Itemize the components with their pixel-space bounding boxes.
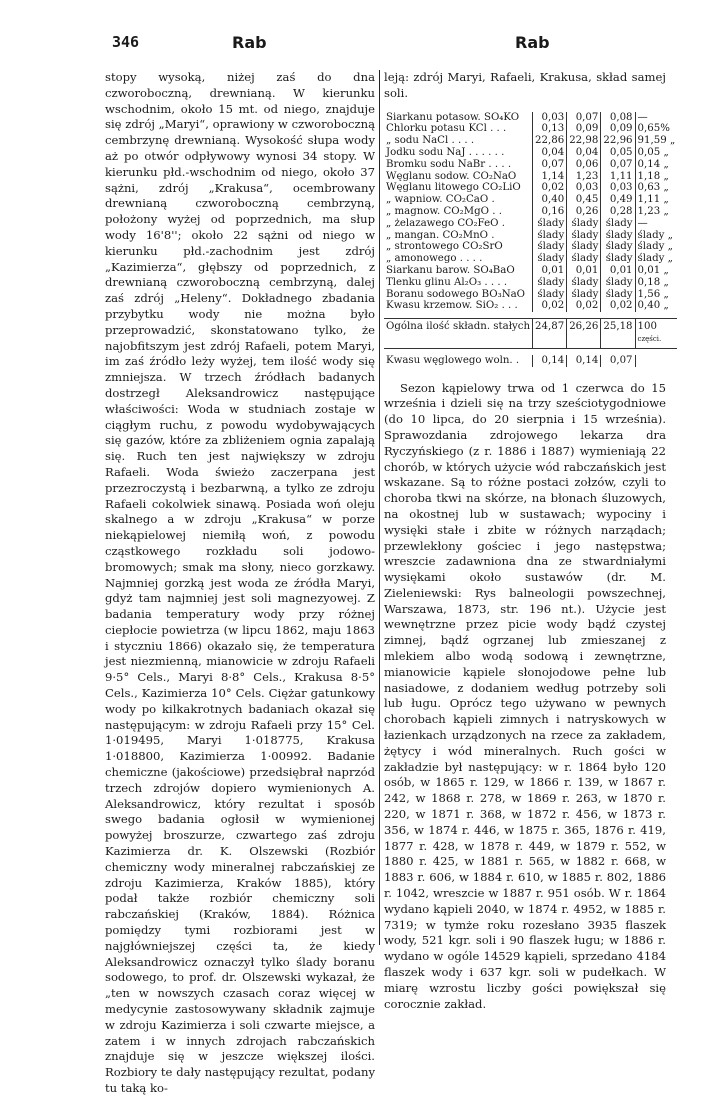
- table-row: [384, 206, 677, 218]
- table-cell-name: Węglanu sodow. CO₂NaO: [386, 170, 517, 182]
- table-cell-percent: 100 części.: [635, 319, 677, 349]
- table-cell-maryi: ślady: [533, 253, 567, 265]
- table-co2-row: [384, 355, 677, 367]
- table-row: [384, 253, 677, 265]
- table-cell-name: Węglanu litowego CO₂LiO: [386, 182, 521, 194]
- table-cell-maryi: ślady: [533, 230, 567, 242]
- table-cell-rafaeli: 0,04: [567, 147, 601, 159]
- table-cell-percent: 0,65%: [635, 123, 677, 135]
- table-cell-percent: 1,23 „: [635, 206, 677, 218]
- table-cell-rafaeli: 1,23: [567, 171, 601, 183]
- table-cell-rafaeli: 22,98: [567, 135, 601, 147]
- table-cell-percent: [635, 355, 677, 367]
- table-row: [384, 194, 677, 206]
- left-column: [105, 70, 375, 1097]
- table-cell-rafaeli: ślady: [567, 289, 601, 301]
- table-cell-rafaeli: 0,03: [567, 182, 601, 194]
- table-cell-krakusa: 0,01: [601, 265, 635, 277]
- table-cell-percent: 0,40 „: [635, 300, 677, 312]
- table-cell-name: „ mangan. CO₂MnO .: [386, 229, 495, 241]
- table-row: [384, 147, 677, 159]
- table-cell-krakusa: 0,28: [601, 206, 635, 218]
- table-cell-percent: 0,01 „: [635, 265, 677, 277]
- table-cell-name: Boranu sodowego BO₃NaO: [386, 288, 526, 300]
- table-cell-maryi: ślady: [533, 289, 567, 301]
- table-cell-krakusa: ślady: [601, 218, 635, 230]
- table-cell-name: Jodku sodu NaJ . . . . . .: [386, 146, 505, 158]
- table-cell-krakusa: 0,03: [601, 182, 635, 194]
- table-cell-rafaeli: 0,07: [567, 112, 601, 124]
- table-cell-rafaeli: ślady: [567, 230, 601, 242]
- table-cell-name: „ sodu NaCl . . . .: [386, 135, 475, 147]
- table-cell-name: „ wapniow. CO₂CaO .: [386, 194, 495, 206]
- table-cell-percent: —: [635, 218, 677, 230]
- table-cell-percent: 91,59 „: [635, 135, 677, 147]
- table-cell-percent: ślady „: [635, 253, 677, 265]
- table-cell-maryi: ślady: [533, 218, 567, 230]
- table-row: [384, 123, 677, 135]
- table-cell-maryi: 24,87: [533, 319, 567, 349]
- table-row: [384, 241, 677, 253]
- table-cell-maryi: 22,86: [533, 135, 567, 147]
- table-row: [384, 171, 677, 183]
- table-cell-name: Siarkanu potasow. SO₄KO: [386, 111, 520, 123]
- table-cell-name: Siarkanu barow. SO₄BaO: [386, 264, 515, 276]
- table-cell-maryi: ślady: [533, 241, 567, 253]
- table-cell-percent: 0,05 „: [635, 147, 677, 159]
- left-column-text: stopy wysoką, niżej zaś do dna czworoboczną, drewnianą. W kierunku wschodnim, około 15 mt. od niego, znajduje się zdrój „Maryi“, oprawiony w czworoboczną cembrzynę drewnianą. Wysokość słupa wody aż po otwór odpływowy wynosi 34 stopy. W kierunku płd.-wschodnim od niego, około 37 sążni, zdrój „Krakusa“, ocembrowany drewnianą czworoboczną cembrzyną, położony wyżej od poprzednich, ma słup wody 16'8''; około 22 sążni od niego w kierunku płd.-zachodnim jest zdrój „Kazimierza“, głębszy od poprzednich, z drewnianą czworoboczną cembrzyną, dalej zaś zdrój „Heleny“. Dokładnego zbadania przybytku wody nie można było przeprowadzić, skonstatowano tylko, że najobfitszym jest zdrój Rafaeli, potem Maryi, im zaś źródło leży wyżej, tem ilość wody się zmniejsza. W trzech źródłach badanych dostrzegł Aleksandrowicz następujące właściwości: Woda w studniach zostaje w ciągłym ruchu, z powodu wydobywających się gazów, które za zbliżeniem ognia zapalają się. Ruch ten jest największy w zdroju Rafaeli. Woda świeżo zaczerpana jest przezroczystą i bezbarwną, a tylko ze zdroju Rafaeli cokolwiek sinawą. Posiada woń oleju skalnego a w zdroju „Krakusa“ w porze niekąpielowej niemiłą woń, z powodu cząstkowego rozkładu soli jodowo-bromowych; smak ma słony, nieco gorzkawy. Najmniej gorzką jest woda ze źródła Maryi, gdyż tam najmniej jest soli magnezyowej. Z badania temperatury wody przy różnej ciepłocie powietrza (w lipcu 1862, maju 1863 i styczniu 1866) okazało się, że temperatura jest niezmienną, mianowicie w zdroju Rafaeli 9·5° Cels., Maryi 8·8° Cels., Krakusa 8·5° Cels., Kazimierza 10° Cels. Ciężar gatunkowy wody po kilkakrotnych badaniach okazał się następującym: w zdroju Rafaeli przy 15° Cel. 1·019495, Maryi 1·018775, Krakusa 1·018800, Kazimierza 1·00992. Badanie chemiczne (jakościowe) przedsiębrał naprzód trzech zdrojów dopiero wymienionych A. Aleksandrowicz, który rezultat i sposób swego badania ogłosił w wymienionej powyżej broszurze, czwartego zaś zdroju Kazimierza dr. K. Olszewski (Rozbiór chemiczny wody mineralnej rabczańskiej ze zdroju Kazimierza, Kraków 1885), który podał także rozbiór chemiczny soli rabczańskiej (Kraków, 1884). Różnica pomiędzy tymi rozbiorami jest w najgłówniejszej części ta, że kiedy Aleksandrowicz oznaczył tylko ślady boranu sodowego, to prof. dr. Olszewski wykazał, że „ten w nowszych czasach coraz więcej w medycynie zastosowywany składnik zajmuje w zdroju Kazimierza i soli czwarte miejsce, a zatem i w innych zdrojach rabczańskich znajduje się w jeszcze większej ilości. Rozbiory te dały następujący rezultat, podany tu taką ko-: [105, 70, 375, 1095]
- table-cell-rafaeli: ślady: [567, 241, 601, 253]
- table-cell-krakusa: 0,02: [601, 300, 635, 312]
- table-cell-maryi: 0,03: [533, 112, 567, 124]
- table-cell-maryi: 0,40: [533, 194, 567, 206]
- table-cell-percent: 1,18 „: [635, 171, 677, 183]
- table-intro: leją: zdrój Maryi, Rafaeli, Krakusa, skład samej soli.: [384, 70, 666, 100]
- table-row: [384, 135, 677, 147]
- table-cell-maryi: 0,01: [533, 265, 567, 277]
- table-cell-krakusa: 0,05: [601, 147, 635, 159]
- table-row: [384, 289, 677, 301]
- table-cell-krakusa: 1,11: [601, 171, 635, 183]
- table-cell-name: Ogólna ilość składn. stałych: [384, 319, 533, 349]
- table-cell-percent: —: [635, 112, 677, 124]
- table-cell-maryi: 1,14: [533, 171, 567, 183]
- right-column: [384, 70, 676, 1012]
- table-cell-percent: 1,56 „: [635, 289, 677, 301]
- table-cell-maryi: 0,04: [533, 147, 567, 159]
- table-cell-maryi: 0,02: [533, 300, 567, 312]
- table-cell-percent: 0,18 „: [635, 277, 677, 289]
- table-cell-name: „ amonowego . . . .: [386, 253, 483, 265]
- table-cell-krakusa: 0,08: [601, 112, 635, 124]
- page-number: 346: [112, 33, 140, 51]
- table-cell-rafaeli: ślady: [567, 218, 601, 230]
- table-cell-rafaeli: 0,14: [567, 355, 601, 367]
- table-cell-name: Kwasu krzemow. SiO₂ . . .: [386, 300, 518, 312]
- table-cell-krakusa: ślady: [601, 253, 635, 265]
- table-cell-krakusa: ślady: [601, 277, 635, 289]
- table-row: [384, 218, 677, 230]
- season-paragraph: Sezon kąpielowy trwa od 1 czerwca do 15 września i dzieli się na trzy sześciotygodniowe (do 10 lipca, do 20 sierpnia i 15 września). Sprawozdania zdrojowego lekarza dra Ryczyńskiego (z r. 1886 i 1887) wymieniają 22 chorób, w których użycie wód rabczańskich jest wskazane. Są to różne postaci zołzów, czyli to choroba tkwi na skórze, na błonach śluzowych, na okostnej lub w sustawach; wypociny i wysięki stałe i zbite w różnych narządach; przewlekłony gościec i jego następstwa; wreszcie zadawniona dna ze stwardniałymi wysiękami około sustawów (dr. M. Zieleniewski: Rys balneologii powszechnej, Warszawa, 1873, str. 196 nt.). Użycie jest wewnętrzne przez picie wody bądź czystej zimnej, bądź ogrzanej lub zmieszanej z mlekiem albo wodą sodową i zewnętrzne, mianowicie kąpiele słonojodowe pełne lub nasiadowe, z dodaniem według potrzeby soli lub ługu. Oprócz tego używano w pewnych chorobach kąpieli zimnych i natryskowych w łazienkach urządzonych na rzece za zakładem, żętycy i wód mineralnych. Ruch gości w zakładzie był następujący: w r. 1864 było 120 osób, w 1865 r. 129, w 1866 r. 139, w 1867 r. 242, w 1868 r. 278, w 1869 r. 263, w 1870 r. 220, w 1871 r. 368, w 1872 r. 456, w 1873 r. 356, w 1874 r. 446, w 1875 r. 365, 1876 r. 419, 1877 r. 428, w 1878 r. 449, w 1879 r. 552, w 1880 r. 425, w 1881 r. 565, w 1882 r. 668, w 1883 r. 606, w 1884 r. 610, w 1885 r. 802, 1886 r. 1042, wreszcie w 1887 r. 951 osób. W r. 1864 wydano kąpieli 2040, w 1874 r. 4952, w 1885 r. 7319; w tymże roku rozesłano 3935 flaszek wody, 521 kgr. soli i 90 flaszek ługu; w 1886 r. wydano w ogóle 14529 kąpieli, sprzedano 4184 flaszek wody i 637 kgr. soli w pudełkach. W miarę wzrostu liczby gości powiększał się corocznie zakład.: [384, 380, 666, 1011]
- table-cell-krakusa: ślady: [601, 289, 635, 301]
- table-cell-name: „ żelazawego CO₂FeO .: [386, 217, 505, 229]
- column-divider: [379, 70, 380, 945]
- table-cell-maryi: ślady: [533, 277, 567, 289]
- table-cell-rafaeli: 26,26: [567, 319, 601, 349]
- table-cell-maryi: 0,02: [533, 182, 567, 194]
- table-cell-maryi: 0,14: [533, 355, 567, 367]
- table-cell-krakusa: 0,07: [601, 355, 635, 367]
- table-cell-name: „ magnow. CO₂MgO . .: [386, 205, 502, 217]
- table-cell-krakusa: 0,07: [601, 159, 635, 171]
- table-cell-maryi: 0,16: [533, 206, 567, 218]
- table-row: [384, 182, 677, 194]
- table-cell-maryi: 0,07: [533, 159, 567, 171]
- table-cell-maryi: 0,13: [533, 123, 567, 135]
- table-cell-rafaeli: 0,26: [567, 206, 601, 218]
- table-cell-name: Kwasu węglowego woln. .: [386, 354, 520, 366]
- table-cell-krakusa: ślady: [601, 241, 635, 253]
- table-cell-rafaeli: 0,01: [567, 265, 601, 277]
- table-cell-percent: 1,11 „: [635, 194, 677, 206]
- table-cell-name: Tlenku glinu Al₂O₃ . . . .: [386, 276, 508, 288]
- table-cell-krakusa: 0,09: [601, 123, 635, 135]
- table-cell-krakusa: 25,18: [601, 319, 635, 349]
- table-row: [384, 277, 677, 289]
- table-cell-rafaeli: 0,02: [567, 300, 601, 312]
- table-row: [384, 159, 677, 171]
- table-cell-name: „ strontowego CO₂SrO: [386, 241, 503, 253]
- table-row: [384, 230, 677, 242]
- table-cell-name: Chlorku potasu KCl . . .: [386, 123, 507, 135]
- total-percent-unit: części.: [637, 334, 662, 343]
- table-cell-rafaeli: 0,09: [567, 123, 601, 135]
- table-cell-krakusa: 22,96: [601, 135, 635, 147]
- table-row: [384, 112, 677, 124]
- table-cell-name: Bromku sodu NaBr . . . .: [386, 158, 512, 170]
- table-cell-percent: 0,14 „: [635, 159, 677, 171]
- table-cell-krakusa: ślady: [601, 230, 635, 242]
- table-cell-rafaeli: 0,45: [567, 194, 601, 206]
- table-row: [384, 300, 677, 312]
- table-cell-percent: ślady „: [635, 241, 677, 253]
- table-cell-rafaeli: ślady: [567, 253, 601, 265]
- table-cell-percent: 0,63 „: [635, 182, 677, 194]
- table-cell-rafaeli: 0,06: [567, 159, 601, 171]
- mineral-analysis-table: [384, 112, 677, 367]
- table-cell-rafaeli: ślady: [567, 277, 601, 289]
- table-cell-krakusa: 0,49: [601, 194, 635, 206]
- table-cell-percent: ślady „: [635, 230, 677, 242]
- table-row: [384, 265, 677, 277]
- table-total-row: [384, 319, 677, 349]
- running-header-left: Rab: [232, 33, 267, 52]
- running-header-right: Rab: [515, 33, 550, 52]
